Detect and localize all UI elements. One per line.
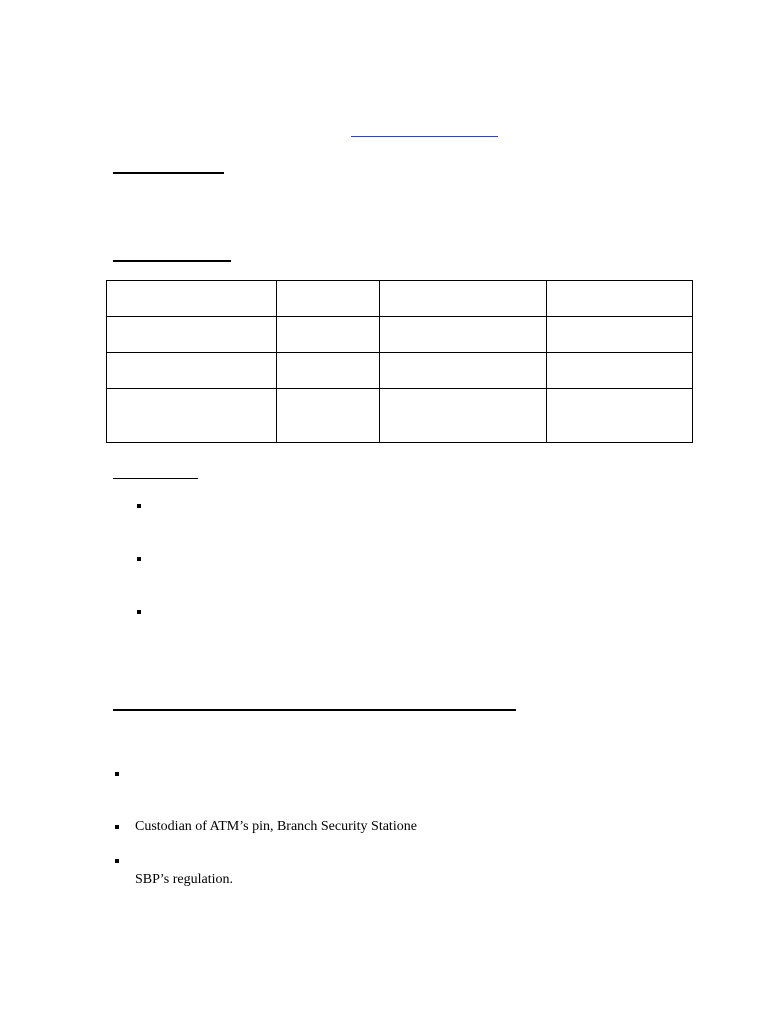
table-row xyxy=(107,389,693,443)
bullet-marker xyxy=(137,610,141,614)
bullet-marker xyxy=(115,825,119,829)
table-row xyxy=(107,317,693,353)
table-cell xyxy=(277,317,380,353)
bullet-marker xyxy=(137,504,141,508)
table-cell xyxy=(547,281,693,317)
table-row xyxy=(107,281,693,317)
table-cell xyxy=(547,317,693,353)
table-cell xyxy=(107,353,277,389)
list-item-text: SBP’s regulation. xyxy=(135,872,234,887)
table-cell xyxy=(277,389,380,443)
table-cell xyxy=(380,281,547,317)
table-cell xyxy=(277,353,380,389)
table-cell xyxy=(380,389,547,443)
heading-underline-1 xyxy=(113,172,224,174)
bullet-marker xyxy=(115,772,119,776)
heading-underline-4 xyxy=(113,709,516,711)
table-row xyxy=(107,353,693,389)
bullet-marker xyxy=(115,859,119,863)
heading-underline-2 xyxy=(113,260,231,262)
data-table xyxy=(106,280,693,443)
table-cell xyxy=(547,353,693,389)
table-cell xyxy=(547,389,693,443)
table-cell xyxy=(107,317,277,353)
bullet-marker xyxy=(137,557,141,561)
table-cell xyxy=(107,389,277,443)
list-item-text: Custodian of ATM’s pin, Branch Security Statione xyxy=(135,819,417,834)
heading-underline-3 xyxy=(113,478,198,479)
table-cell xyxy=(107,281,277,317)
table-cell xyxy=(380,317,547,353)
table-cell xyxy=(277,281,380,317)
hyperlink-underline[interactable] xyxy=(351,136,498,137)
table-cell xyxy=(380,353,547,389)
